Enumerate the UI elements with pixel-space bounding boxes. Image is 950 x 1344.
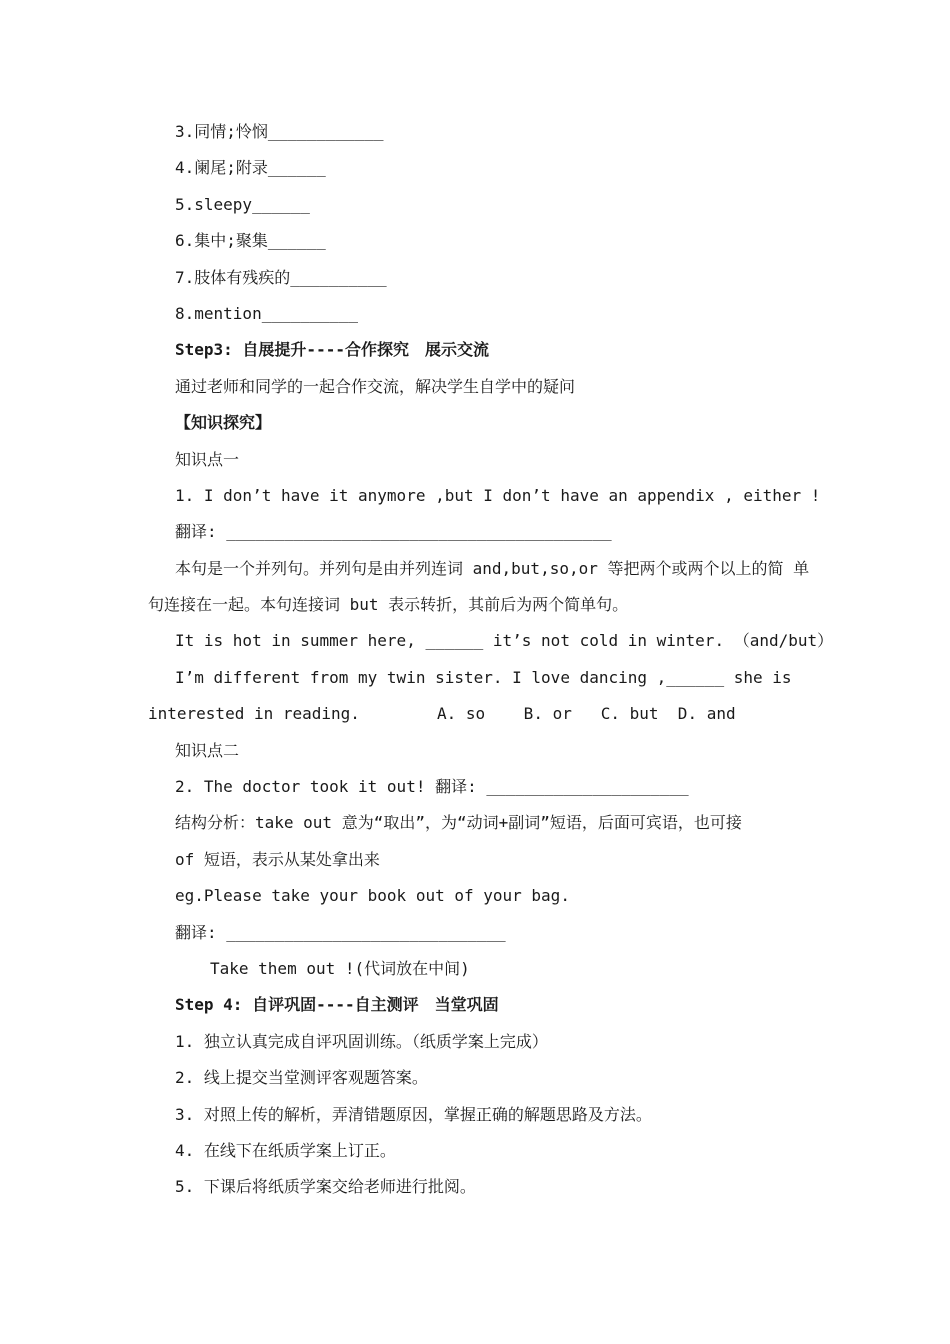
step4-item-3: 3. 对照上传的解析，弄清错题原因，掌握正确的解题思路及方法。	[175, 1104, 652, 1124]
knowledge-point-1-label: 知识点一	[175, 449, 240, 469]
vocab-item-7: 7.肢体有残疾的__________	[175, 267, 387, 287]
example-note: Take them out !(代词放在中间)	[210, 958, 470, 978]
heading-knowledge-explore: 【知识探究】	[175, 413, 272, 433]
step4-item-5: 5. 下课后将纸质学案交给老师进行批阅。	[175, 1177, 476, 1197]
vocab-item-3: 3.同情;怜悯____________	[175, 122, 384, 141]
exercise-2-line-1: I’m different from my twin sister. I love dancing ,______ she is	[175, 667, 792, 687]
heading-step3: Step3: 自展提升----合作探究 展示交流	[175, 340, 489, 360]
vocab-item-8: 8.mention__________	[175, 303, 359, 323]
step4-item-2: 2. 线上提交当堂测评客观题答案。	[175, 1068, 428, 1088]
example-sentence: eg.Please take your book out of your bag.	[175, 886, 570, 906]
translation-blank-2: 翻译: _____________________________	[175, 922, 506, 942]
vocab-item-4: 4.阑尾;附录______	[175, 158, 326, 178]
heading-step4: Step 4: 自评巩固----自主测评 当堂巩固	[175, 995, 499, 1015]
analysis-1-line-2: 句连接在一起。本句连接词 but 表示转折，其前后为两个简单句。	[148, 595, 629, 615]
translation-blank-1: 翻译: ________________________________________	[175, 522, 612, 542]
exercise-2-line-2: interested in reading. A. so B. or C. but D. and	[148, 704, 736, 724]
analysis-2-line-1: 结构分析：take out 意为“取出”，为“动词+副词”短语，后面可宾语，也可接	[175, 813, 742, 833]
step4-item-1: 1. 独立认真完成自评巩固训练。（纸质学案上完成）	[175, 1031, 548, 1051]
document-content	[148, 120, 868, 1212]
sentence-1: 1. I don’t have it anymore ,but I don’t have an appendix , either !	[175, 485, 821, 505]
step4-item-4: 4. 在线下在纸质学案上订正。	[175, 1140, 396, 1160]
vocab-item-6: 6.集中;聚集______	[175, 231, 326, 251]
vocab-item-5: 5.sleepy______	[175, 194, 310, 214]
knowledge-point-2-label: 知识点二	[175, 740, 240, 760]
exercise-1: It is hot in summer here, ______ it’s not cold in winter. （and/but）	[175, 631, 834, 651]
sentence-2: 2. The doctor took it out! 翻译: _____________________	[175, 777, 689, 797]
analysis-1-line-1: 本句是一个并列句。并列句是由并列连词 and,but,so,or 等把两个或两个以上的简 单	[175, 558, 810, 578]
analysis-2-line-2: of 短语，表示从某处拿出来	[175, 849, 380, 869]
step3-description: 通过老师和同学的一起合作交流，解决学生自学中的疑问	[175, 376, 576, 396]
